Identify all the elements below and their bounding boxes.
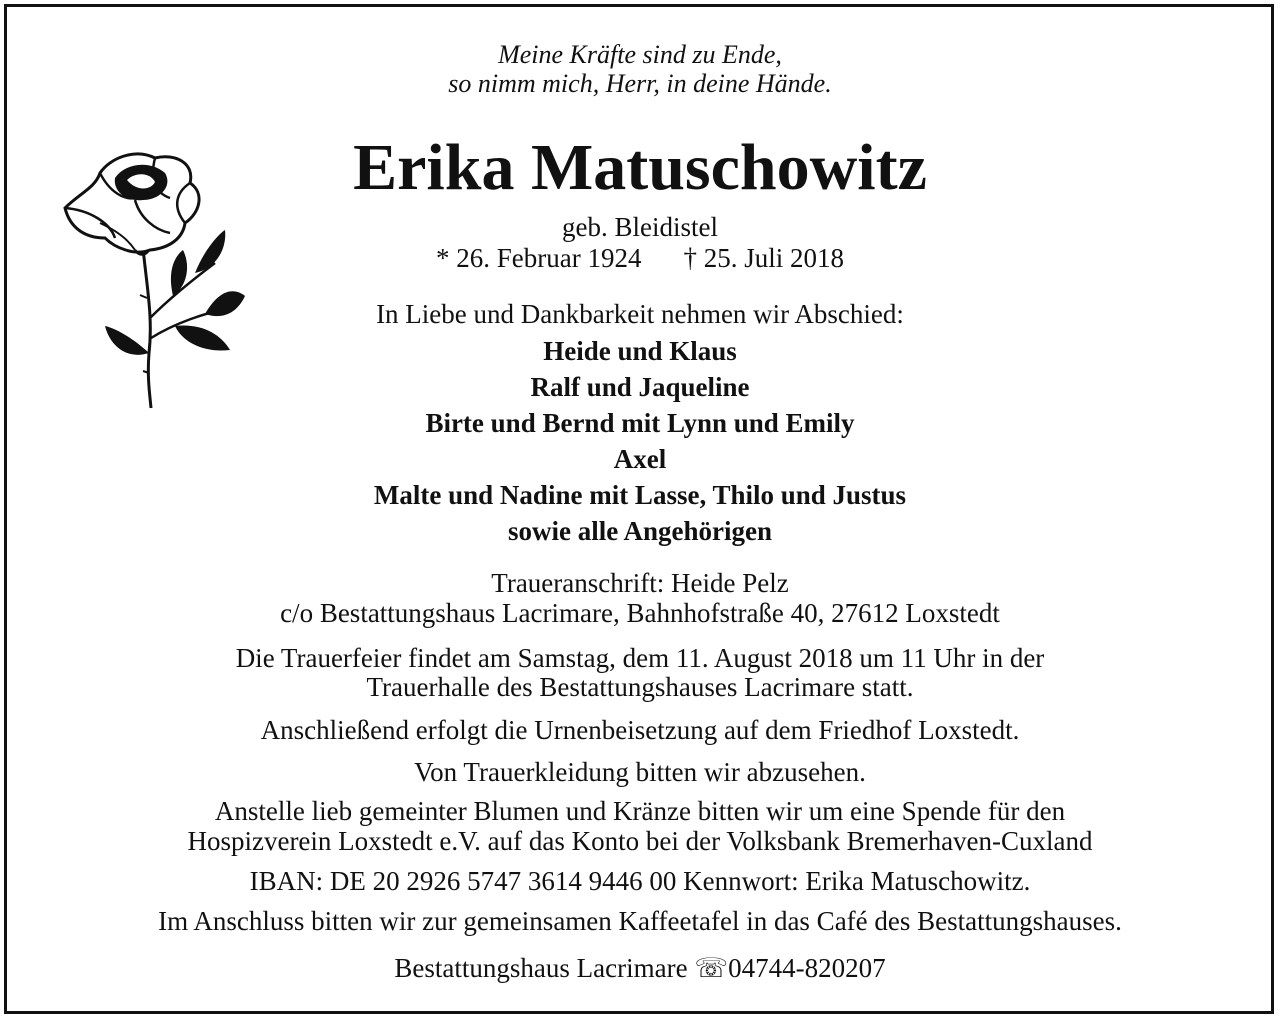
coffee-invitation: Im Anschluss bitten wir zur gemeinsamen Kaffeetafel in das Café des Bestattungshauses. bbox=[158, 906, 1122, 936]
phone-number: 04744-820207 bbox=[728, 953, 886, 983]
donation-request bbox=[0, 796, 1280, 856]
mourner-line: Axel bbox=[613, 444, 667, 474]
burial-info: Anschließend erfolgt die Urnenbeisetzung auf dem Friedhof Loxstedt. bbox=[260, 715, 1020, 745]
motto-line-1: Meine Kräfte sind zu Ende, bbox=[498, 40, 782, 69]
deceased-name: Erika Matuschowitz bbox=[353, 131, 927, 204]
address-line-1: Traueranschrift: Heide Pelz bbox=[491, 568, 789, 598]
motto-line-2: so nimm mich, Herr, in deine Hände. bbox=[448, 69, 832, 98]
ceremony-line-2: Trauerhalle des Bestattungshauses Lacrimare statt. bbox=[366, 672, 914, 702]
mourners-list bbox=[0, 333, 1280, 549]
maiden-name: geb. Bleidistel bbox=[562, 212, 718, 242]
death-date: † 25. Juli 2018 bbox=[683, 243, 844, 273]
birth-date: * 26. Februar 1924 bbox=[436, 243, 642, 273]
mourner-line: Heide und Klaus bbox=[543, 336, 737, 366]
mourner-line: Malte und Nadine mit Lasse, Thilo und Justus bbox=[373, 480, 907, 510]
iban-info: IBAN: DE 20 2926 5747 3614 9446 00 Kennwort: Erika Matuschowitz. bbox=[249, 866, 1031, 896]
address-line-2: c/o Bestattungshaus Lacrimare, Bahnhofstraße 40, 27612 Loxstedt bbox=[280, 598, 1000, 628]
mourner-line: Birte und Bernd mit Lynn und Emily bbox=[425, 408, 855, 438]
funeral-home-contact bbox=[0, 952, 1280, 984]
mourner-line: Ralf und Jaqueline bbox=[530, 372, 750, 402]
ceremony-line-1: Die Trauerfeier findet am Samstag, dem 11. August 2018 um 11 Uhr in der bbox=[235, 643, 1045, 673]
mourning-address bbox=[0, 568, 1280, 628]
mourner-line: sowie alle Angehörigen bbox=[508, 516, 772, 546]
funeral-home-name: Bestattungshaus Lacrimare bbox=[394, 953, 688, 983]
farewell-intro: In Liebe und Dankbarkeit nehmen wir Abschied: bbox=[376, 299, 904, 329]
donation-line-1: Anstelle lieb gemeinter Blumen und Kränze bitten wir um eine Spende für den bbox=[214, 796, 1066, 826]
life-dates bbox=[0, 242, 1280, 274]
donation-line-2: Hospizverein Loxstedt e.V. auf das Konto bei der Volksbank Bremerhaven-Cuxland bbox=[187, 826, 1093, 856]
motto-verse bbox=[0, 40, 1280, 98]
phone-icon: ☏ bbox=[694, 953, 729, 983]
ceremony-info bbox=[0, 644, 1280, 702]
clothing-note: Von Trauerkleidung bitten wir abzusehen. bbox=[414, 757, 866, 787]
